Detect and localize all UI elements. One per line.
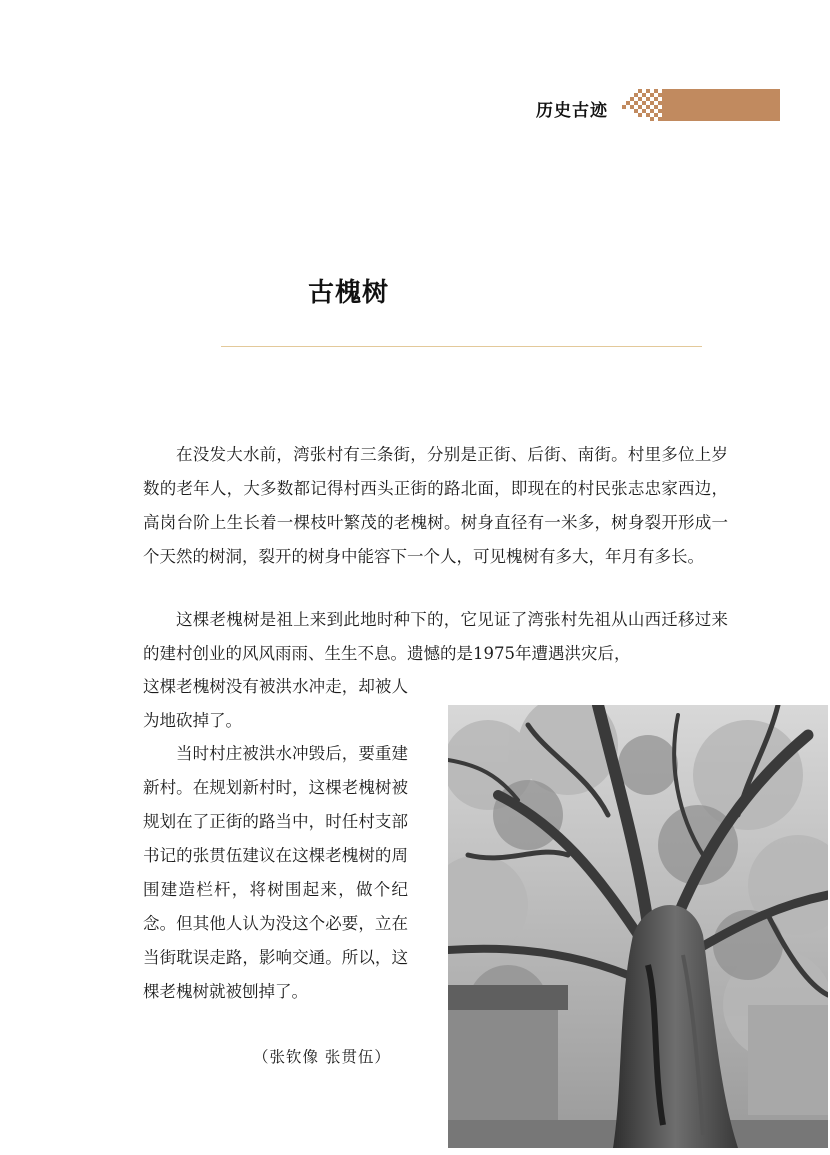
title-divider xyxy=(221,346,702,347)
checker-decoration xyxy=(622,89,662,121)
author-credit: （张钦像 张贯伍） xyxy=(253,1048,391,1066)
paragraph-1: 在没发大水前，湾张村有三条街，分别是正街、后街、南街。村里多位上岁数的老年人，大多数都记得村西头正街的路北面，即现在的村民张志忠家西边，高岗台阶上生长着一棵枝叶繁茂的老槐树。树身直径有一米多，树身裂开形成一个天然的树洞，裂开的树身中能容下一个人，可见槐树有多大，年月有多长。 xyxy=(143,445,728,566)
paragraph-3: 当时村庄被洪水冲毁后，要重建新村。在规划新村时，这棵老槐树被规划在了正街的路当中，时任村支部书记的张贯伍建议在这棵老槐树的周围建造栏杆，将树围起来，做个纪念。但其他人认为没这个必要，立在当街耽误走路，影响交通。所以，这棵老槐树就被刨掉了。 xyxy=(143,744,408,1001)
header-color-band xyxy=(662,89,780,121)
page-title: 古槐树 xyxy=(308,278,390,308)
section-tag: 历史古迹 xyxy=(536,101,608,121)
paragraph-2-continued: 这棵老槐树没有被洪水冲走，却被人为地砍掉了。 xyxy=(143,677,408,730)
paragraph-2: 这棵老槐树是祖上来到此地时种下的，它见证了湾张村先祖从山西迁移过来的建村创业的风风雨雨、生生不息。遗憾的是1975年遭遇洪灾后， xyxy=(143,610,728,663)
old-locust-tree-photo xyxy=(448,705,828,1148)
